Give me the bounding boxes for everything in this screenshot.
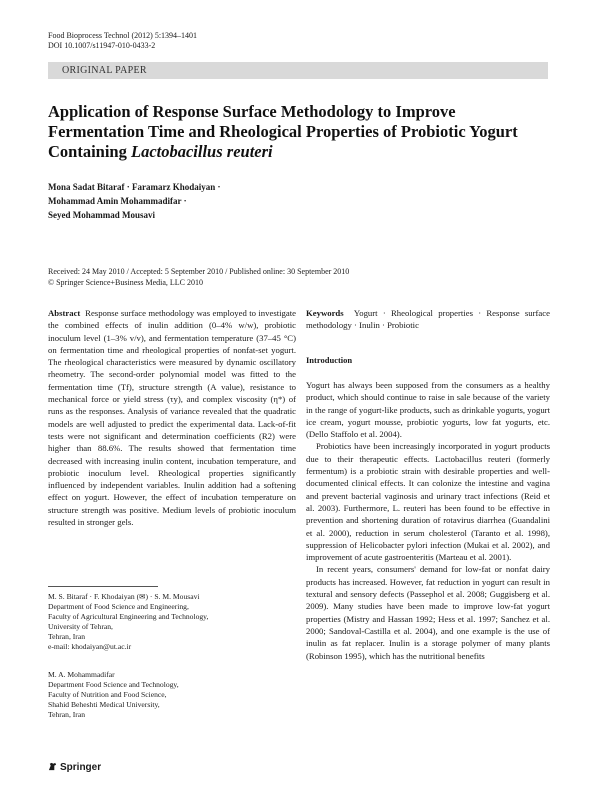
affiliation-1-faculty: Faculty of Agricultural Engineering and Technology, <box>48 611 209 621</box>
affiliation-2-city: Tehran, Iran <box>48 709 85 719</box>
abstract-text: Response surface methodology was employed to investigate the combined effects of inulin addition (0–4% w/w), probiotic inoculum level (1–3% v/v), and fermentation temperature (37–45 °C) on fermentation time and rheological properties of nonfat-set yogurt. The rheological characteristics were measured by dynamic oscillatory rheometry. The second-order polynomial model was fitted to the fermentation time (Tf), structure strength (A value), resistance to mechanical force or yield stress (τy), and complex viscosity (η*) of runs as the responses. Analysis of variance revealed that the quadratic models are well adjusted to predict the experimental data. Lack-of-fit tests were not significant and determination coefficients (R2) were higher than 88.6%. The results showed that fermentation time decreased with increasing inulin content, incubation temperature, and probiotic inoculum level. Rheological properties significantly influenced by independent variables. Inulin addition had a softening effect on yogurt. However, the effect of incubation temperature on structure strength was positive. Medium levels of probiotic inoculum resulted in stronger gels. <box>48 308 297 528</box>
publisher-logo <box>48 762 101 773</box>
footnote-divider <box>48 586 158 587</box>
intro-paragraph-2: Probiotics have been increasingly incorporated in yogurt products due to their therapeutic effects. Lactobacillus reuteri (formerly fermentum) is a probiotic strain with desirable properties and well-documented clinical effects. It can colonize the intestine and vagina and prevent bacterial vaginosis and urinary tract infections (Reid et al. 2003). Furthermore, L. reuteri has been found to be effective in prevention and shortening duration of rotavirus diarrhea (Guandalini et al. 2000), reduction in serum cholesterol (Taranto et al. 1998), suppression of Helicobacter pylori infection (Mukai et al. 2002), and improvement of acute gastroenteritis (Marteau et al. 2001). <box>306 441 550 563</box>
keywords-label: Keywords <box>306 308 344 318</box>
intro-paragraph-3: In recent years, consumers' demand for low-fat or nonfat dairy products has increased. However, fat reduction in yogurt can result in textural and sensory defects (Passephol et al. 2008; Guggisberg et al. 2009). Many studies have been made to improve low-fat yogurt properties (Mistry and Hassan 1992; Hess et al. 1997; Sanchez et al. 2000; Sandoval-Castilla et al. 2004), and one example is the use of inulin as fat replacer. Inulin is a storage polymer of many plants (Robinson 1995), which has the nutritional benefits <box>306 564 550 661</box>
affiliation-2-author: M. A. Mohammadifar <box>48 670 115 679</box>
section-heading-introduction: Introduction <box>306 355 353 365</box>
paper-title <box>48 102 548 162</box>
author-line-3: Seyed Mohammad Mousavi <box>48 210 156 220</box>
title-species: Lactobacillus reuteri <box>130 142 273 161</box>
affiliation-1-city: Tehran, Iran <box>48 631 85 641</box>
author-line-2: Mohammad Amin Mohammadifar · <box>48 196 187 206</box>
springer-horse-icon <box>48 762 57 771</box>
affiliation-1-university: University of Tehran, <box>48 621 113 631</box>
abstract-label: Abstract <box>48 308 81 318</box>
intro-paragraph-1: Yogurt has always been supposed from the consumers as a healthy product, which should continue to raise in sale because of the variety in the range of yogurt-like products, such as drinkable yogurts, yogurt ice cream, yogurt mousse, probiotic yogurts, low fat yogurts, etc. (Dello Staffolo et al. 2004). <box>306 380 550 440</box>
keywords-text: Yogurt · Rheological properties · Response surface methodology · Inulin · Probiotic <box>306 308 550 331</box>
introduction-body <box>306 379 550 662</box>
doi: DOI 10.1007/s11947-010-0433-2 <box>48 41 156 50</box>
copyright: © Springer Science+Business Media, LLC 2010 <box>48 278 204 287</box>
affiliation-2 <box>48 670 293 720</box>
affiliation-2-faculty: Faculty of Nutrition and Food Science, <box>48 689 167 699</box>
affiliation-2-university: Shahid Beheshti Medical University, <box>48 699 160 709</box>
affiliation-1 <box>48 592 293 651</box>
keywords <box>306 307 550 332</box>
affiliation-2-dept: Department Food Science and Technology, <box>48 679 179 689</box>
author-line-1: Mona Sadat Bitaraf · Faramarz Khodaiyan · <box>48 182 221 192</box>
title-main: Application of Response Surface Methodology to Improve Fermentation Time and Rheological Properties of Probiotic Yogurt Containing <box>48 102 518 161</box>
affiliation-1-email[interactable]: e-mail: khodaiyan@ut.ac.ir <box>48 641 132 651</box>
affiliation-1-dept: Department of Food Science and Engineering, <box>48 601 189 611</box>
paper-type-label: ORIGINAL PAPER <box>62 65 147 76</box>
abstract <box>48 307 296 528</box>
publication-history: Received: 24 May 2010 / Accepted: 5 September 2010 / Published online: 30 September 2010 <box>48 267 350 276</box>
journal-citation: Food Bioprocess Technol (2012) 5:1394–1401 <box>48 31 198 40</box>
affiliation-1-authors: M. S. Bitaraf · F. Khodaiyan (✉) · S. M. Mousavi <box>48 592 200 601</box>
publisher-name: Springer <box>60 762 102 773</box>
